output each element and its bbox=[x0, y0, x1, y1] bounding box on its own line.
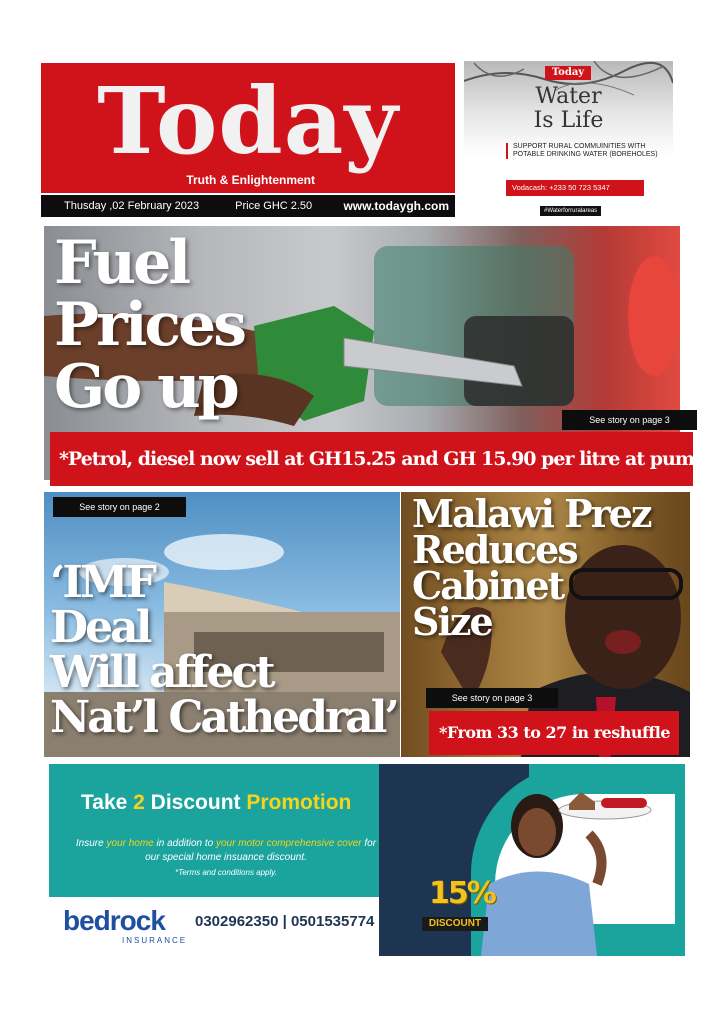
fuel-headline-line3: Go up bbox=[54, 352, 237, 422]
fuel-see-story-label[interactable]: See story on page 3 bbox=[562, 410, 697, 430]
bedrock-insurance-ad[interactable] bbox=[49, 764, 685, 956]
malawi-headline-line2: Reduces bbox=[412, 527, 577, 572]
ad-hashtag: #Waterforruralareas bbox=[540, 206, 601, 216]
imf-headline-line1: ‘IMF bbox=[50, 557, 154, 608]
fuel-headline-line2: Prices bbox=[54, 290, 245, 360]
imf-headline-line2: Deal bbox=[50, 602, 150, 653]
malawi-headline-line3: Cabinet bbox=[412, 563, 564, 608]
ad-vodacash-number: Vodacash: +233 50 723 5347 bbox=[506, 180, 644, 196]
masthead bbox=[41, 63, 455, 193]
malawi-subhead-banner: *From 33 to 27 in reshuffle bbox=[429, 711, 679, 755]
website-link[interactable]: www.todaygh.com bbox=[343, 199, 449, 213]
malawi-see-story-label[interactable]: See story on page 3 bbox=[426, 688, 558, 708]
dateline-bar bbox=[41, 195, 455, 217]
imf-headline-line3: Will affect bbox=[50, 647, 273, 698]
ad-body-part3: in addition to bbox=[153, 838, 216, 849]
malawi-headline[interactable] bbox=[412, 491, 651, 644]
fuel-subhead-banner: *Petrol, diesel now sell at GH15.25 and GH 15.90 per litre at pumps bbox=[50, 432, 693, 486]
ad-body-part5: for our special home insuance discount. bbox=[145, 838, 377, 863]
bedrock-logo-subtitle: INSURANCE bbox=[122, 936, 188, 945]
ad-title bbox=[81, 791, 351, 815]
ad-body-part1: Insure bbox=[75, 838, 107, 849]
ad-phone-numbers[interactable]: 0302962350 | 0501535774 bbox=[195, 913, 375, 930]
bedrock-logo: bedrock bbox=[63, 905, 165, 936]
tagline: Truth & Enlightenment bbox=[186, 173, 315, 187]
ad-title-line1: Water bbox=[535, 84, 602, 109]
malawi-headline-line1: Malawi Prez bbox=[412, 491, 651, 536]
fuel-headline[interactable] bbox=[54, 228, 245, 422]
water-is-life-ad[interactable] bbox=[464, 61, 673, 219]
imf-see-story-label[interactable]: See story on page 2 bbox=[53, 497, 186, 517]
issue-price: Price GHC 2.50 bbox=[235, 200, 313, 212]
ad-body-part2: your home bbox=[106, 838, 154, 849]
malawi-headline-line4: Size bbox=[412, 599, 492, 644]
issue-date: Thusday ,02 February 2023 bbox=[64, 200, 200, 212]
imf-headline[interactable] bbox=[50, 557, 397, 743]
ad-title-part4: Promotion bbox=[246, 791, 352, 814]
discount-badge-value: 15% bbox=[429, 876, 495, 911]
discount-badge-label: DISCOUNT bbox=[422, 917, 488, 931]
ad-support-text: SUPPORT RURAL COMMUINITIES WITH POTABLE DRINKING WATER (BOREHOLES) bbox=[506, 143, 666, 159]
fuel-headline-line1: Fuel bbox=[54, 228, 189, 298]
ad-today-logo: Today bbox=[545, 66, 591, 80]
ad-title-line2: Is Life bbox=[533, 108, 604, 133]
ad-body-text bbox=[71, 837, 381, 865]
imf-headline-line4: Nat’l Cathedral’ bbox=[50, 692, 397, 743]
newspaper-logo: Today bbox=[97, 67, 399, 175]
ad-title-part1: Take bbox=[81, 791, 134, 814]
ad-title-part3: Discount bbox=[144, 791, 247, 814]
ad-body-part4: your motor comprehensive cover bbox=[216, 838, 362, 849]
ad-terms: *Terms and conditions apply. bbox=[175, 868, 277, 877]
ad-title-part2: 2 bbox=[133, 791, 145, 814]
